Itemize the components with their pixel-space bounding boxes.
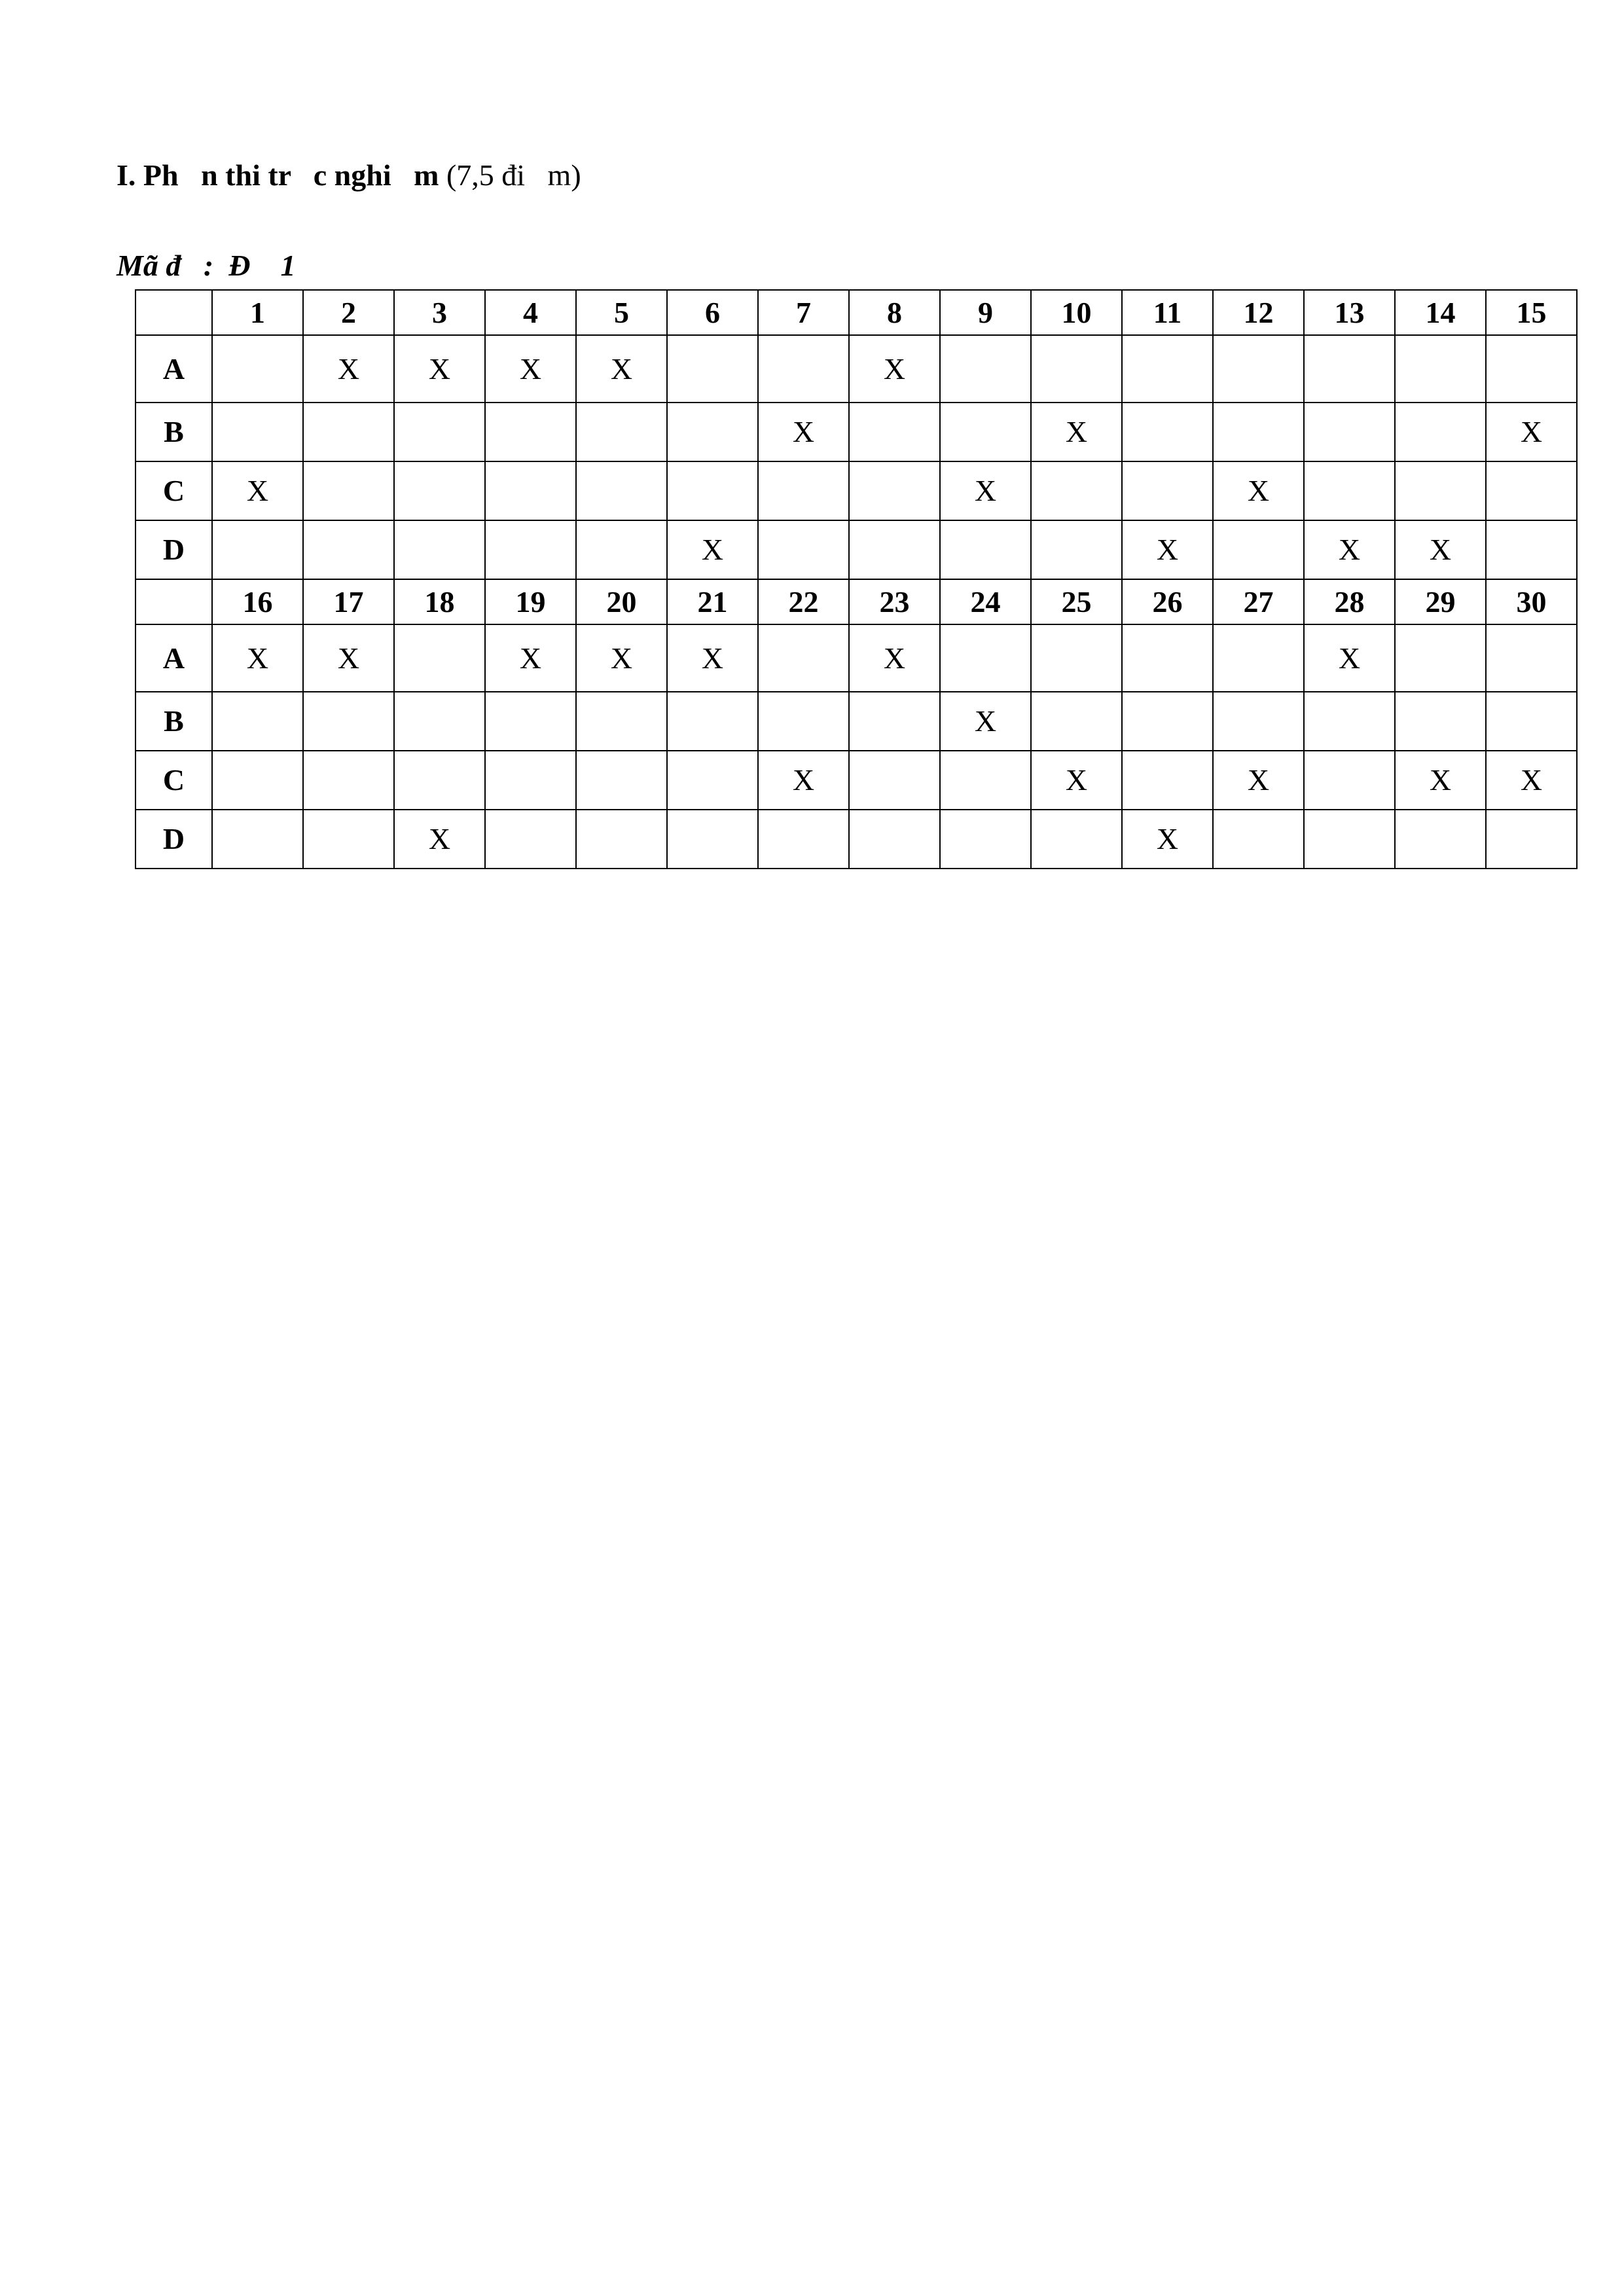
answer-mark-cell: X: [940, 461, 1031, 520]
answer-mark-cell: [849, 692, 940, 751]
answer-mark-cell: [212, 335, 303, 403]
answer-mark-cell: [1395, 403, 1486, 461]
answer-mark-cell: [212, 810, 303, 869]
answer-mark-cell: [1395, 810, 1486, 869]
answer-mark-cell: X: [758, 403, 849, 461]
answer-mark-cell: X: [1031, 751, 1122, 810]
answer-mark-cell: [758, 461, 849, 520]
answer-mark-cell: [940, 335, 1031, 403]
question-number-cell: 5: [576, 290, 667, 335]
answer-mark-cell: [758, 624, 849, 692]
answer-mark-cell: [1304, 751, 1395, 810]
answer-mark-cell: [1122, 403, 1213, 461]
answer-mark-cell: X: [1395, 520, 1486, 579]
answer-mark-cell: [394, 692, 485, 751]
answer-mark-cell: X: [1486, 751, 1577, 810]
answer-key-table: [135, 289, 1578, 869]
answer-mark-cell: [1486, 692, 1577, 751]
answer-mark-cell: [758, 810, 849, 869]
answer-mark-cell: [1304, 692, 1395, 751]
answer-mark-cell: [1486, 624, 1577, 692]
answer-mark-cell: [1213, 335, 1304, 403]
question-number-cell: 26: [1122, 579, 1213, 624]
answer-mark-cell: [576, 692, 667, 751]
answer-mark-cell: [849, 461, 940, 520]
answer-mark-cell: [303, 403, 394, 461]
option-row-b: [135, 692, 1577, 751]
answer-mark-cell: [485, 520, 576, 579]
answer-mark-cell: [1122, 692, 1213, 751]
answer-mark-cell: [485, 461, 576, 520]
answer-mark-cell: X: [485, 624, 576, 692]
answer-mark-cell: [940, 403, 1031, 461]
answer-mark-cell: [849, 751, 940, 810]
option-row-a: [135, 335, 1577, 403]
answer-mark-cell: [394, 520, 485, 579]
option-row-b: [135, 403, 1577, 461]
answer-mark-cell: X: [394, 810, 485, 869]
answer-mark-cell: X: [758, 751, 849, 810]
answer-mark-cell: [394, 624, 485, 692]
exam-code-label: Mã đ : Đ 1: [117, 249, 296, 282]
answer-mark-cell: [758, 692, 849, 751]
question-number-cell: 23: [849, 579, 940, 624]
answer-mark-cell: [940, 751, 1031, 810]
answer-mark-cell: [849, 810, 940, 869]
answer-mark-cell: X: [1213, 461, 1304, 520]
option-label: C: [135, 751, 212, 810]
answer-mark-cell: X: [1304, 624, 1395, 692]
answer-mark-cell: [576, 520, 667, 579]
option-label: D: [135, 520, 212, 579]
option-label: C: [135, 461, 212, 520]
question-number-row: [135, 290, 1577, 335]
answer-mark-cell: X: [1122, 520, 1213, 579]
answer-mark-cell: [1304, 335, 1395, 403]
answer-mark-cell: [1486, 335, 1577, 403]
answer-mark-cell: X: [1031, 403, 1122, 461]
answer-mark-cell: [1122, 335, 1213, 403]
answer-mark-cell: [849, 520, 940, 579]
question-number-cell: 24: [940, 579, 1031, 624]
question-number-cell: 20: [576, 579, 667, 624]
answer-mark-cell: [940, 624, 1031, 692]
question-number-cell: 6: [667, 290, 758, 335]
option-row-d: [135, 810, 1577, 869]
answer-mark-cell: [667, 751, 758, 810]
question-number-cell: 2: [303, 290, 394, 335]
answer-mark-cell: [303, 461, 394, 520]
answer-mark-cell: [1213, 403, 1304, 461]
answer-mark-cell: [1395, 335, 1486, 403]
answer-mark-cell: [212, 751, 303, 810]
answer-mark-cell: [1031, 461, 1122, 520]
answer-mark-cell: X: [1122, 810, 1213, 869]
option-label: B: [135, 403, 212, 461]
option-row-c: [135, 751, 1577, 810]
section-heading-points: (7,5 đi m): [439, 158, 581, 192]
answer-mark-cell: [849, 403, 940, 461]
option-row-c: [135, 461, 1577, 520]
answer-mark-cell: [940, 520, 1031, 579]
question-number-cell: 21: [667, 579, 758, 624]
question-number-cell: 1: [212, 290, 303, 335]
answer-mark-cell: X: [667, 520, 758, 579]
answer-mark-cell: [1213, 692, 1304, 751]
answer-mark-cell: [758, 335, 849, 403]
answer-mark-cell: X: [485, 335, 576, 403]
answer-mark-cell: X: [849, 624, 940, 692]
answer-mark-cell: [667, 461, 758, 520]
answer-mark-cell: [1395, 692, 1486, 751]
answer-mark-cell: X: [303, 335, 394, 403]
answer-mark-cell: [667, 810, 758, 869]
answer-mark-cell: [1031, 520, 1122, 579]
question-number-cell: 13: [1304, 290, 1395, 335]
answer-mark-cell: [212, 520, 303, 579]
answer-mark-cell: [940, 810, 1031, 869]
answer-mark-cell: X: [576, 624, 667, 692]
answer-mark-cell: [1486, 461, 1577, 520]
question-number-cell: 8: [849, 290, 940, 335]
question-number-cell: 22: [758, 579, 849, 624]
question-number-cell: 7: [758, 290, 849, 335]
answer-mark-cell: [1486, 810, 1577, 869]
answer-mark-cell: [1395, 461, 1486, 520]
question-number-row: [135, 579, 1577, 624]
answer-mark-cell: X: [940, 692, 1031, 751]
answer-mark-cell: [576, 403, 667, 461]
answer-mark-cell: [1031, 335, 1122, 403]
answer-mark-cell: X: [1304, 520, 1395, 579]
answer-mark-cell: [576, 810, 667, 869]
answer-mark-cell: [1031, 692, 1122, 751]
question-number-cell: 10: [1031, 290, 1122, 335]
question-number-cell: 27: [1213, 579, 1304, 624]
answer-mark-cell: [1122, 461, 1213, 520]
answer-mark-cell: [667, 692, 758, 751]
answer-mark-cell: [667, 335, 758, 403]
answer-mark-cell: [394, 403, 485, 461]
answer-mark-cell: X: [667, 624, 758, 692]
question-number-cell: 16: [212, 579, 303, 624]
question-number-cell: 4: [485, 290, 576, 335]
answer-mark-cell: [303, 520, 394, 579]
option-row-a: [135, 624, 1577, 692]
answer-mark-cell: X: [212, 624, 303, 692]
question-number-cell: 25: [1031, 579, 1122, 624]
answer-mark-cell: [667, 403, 758, 461]
question-number-cell: 17: [303, 579, 394, 624]
answer-mark-cell: [485, 810, 576, 869]
answer-mark-cell: [303, 692, 394, 751]
section-heading: [117, 160, 581, 190]
answer-mark-cell: [485, 692, 576, 751]
option-label: A: [135, 624, 212, 692]
answer-mark-cell: X: [1395, 751, 1486, 810]
answer-mark-cell: X: [303, 624, 394, 692]
answer-mark-cell: [1304, 461, 1395, 520]
question-number-cell: 28: [1304, 579, 1395, 624]
answer-mark-cell: [303, 751, 394, 810]
answer-mark-cell: [1486, 520, 1577, 579]
question-number-cell: 3: [394, 290, 485, 335]
answer-mark-cell: [1213, 520, 1304, 579]
question-number-cell: 14: [1395, 290, 1486, 335]
answer-mark-cell: [394, 751, 485, 810]
option-label: A: [135, 335, 212, 403]
question-number-cell: 18: [394, 579, 485, 624]
corner-cell: [135, 290, 212, 335]
answer-mark-cell: [1304, 810, 1395, 869]
answer-mark-cell: [485, 403, 576, 461]
section-heading-bold: I. Ph n thi tr c nghi m: [117, 158, 439, 192]
question-number-cell: 11: [1122, 290, 1213, 335]
answer-mark-cell: [303, 810, 394, 869]
answer-mark-cell: X: [849, 335, 940, 403]
question-number-cell: 19: [485, 579, 576, 624]
question-number-cell: 15: [1486, 290, 1577, 335]
question-number-cell: 9: [940, 290, 1031, 335]
answer-mark-cell: [576, 751, 667, 810]
answer-mark-cell: [576, 461, 667, 520]
answer-mark-cell: [1213, 624, 1304, 692]
answer-mark-cell: [1031, 624, 1122, 692]
answer-mark-cell: X: [212, 461, 303, 520]
answer-mark-cell: X: [1213, 751, 1304, 810]
option-label: B: [135, 692, 212, 751]
answer-mark-cell: X: [1486, 403, 1577, 461]
answer-mark-cell: [1395, 624, 1486, 692]
answer-mark-cell: [1122, 751, 1213, 810]
answer-mark-cell: [212, 692, 303, 751]
answer-mark-cell: [485, 751, 576, 810]
answer-mark-cell: [212, 403, 303, 461]
answer-mark-cell: [1031, 810, 1122, 869]
option-label: D: [135, 810, 212, 869]
answer-mark-cell: [394, 461, 485, 520]
answer-mark-cell: X: [394, 335, 485, 403]
corner-cell: [135, 579, 212, 624]
option-row-d: [135, 520, 1577, 579]
answer-mark-cell: [1213, 810, 1304, 869]
question-number-cell: 30: [1486, 579, 1577, 624]
answer-mark-cell: X: [576, 335, 667, 403]
question-number-cell: 12: [1213, 290, 1304, 335]
question-number-cell: 29: [1395, 579, 1486, 624]
answer-mark-cell: [1122, 624, 1213, 692]
answer-mark-cell: [758, 520, 849, 579]
answer-mark-cell: [1304, 403, 1395, 461]
